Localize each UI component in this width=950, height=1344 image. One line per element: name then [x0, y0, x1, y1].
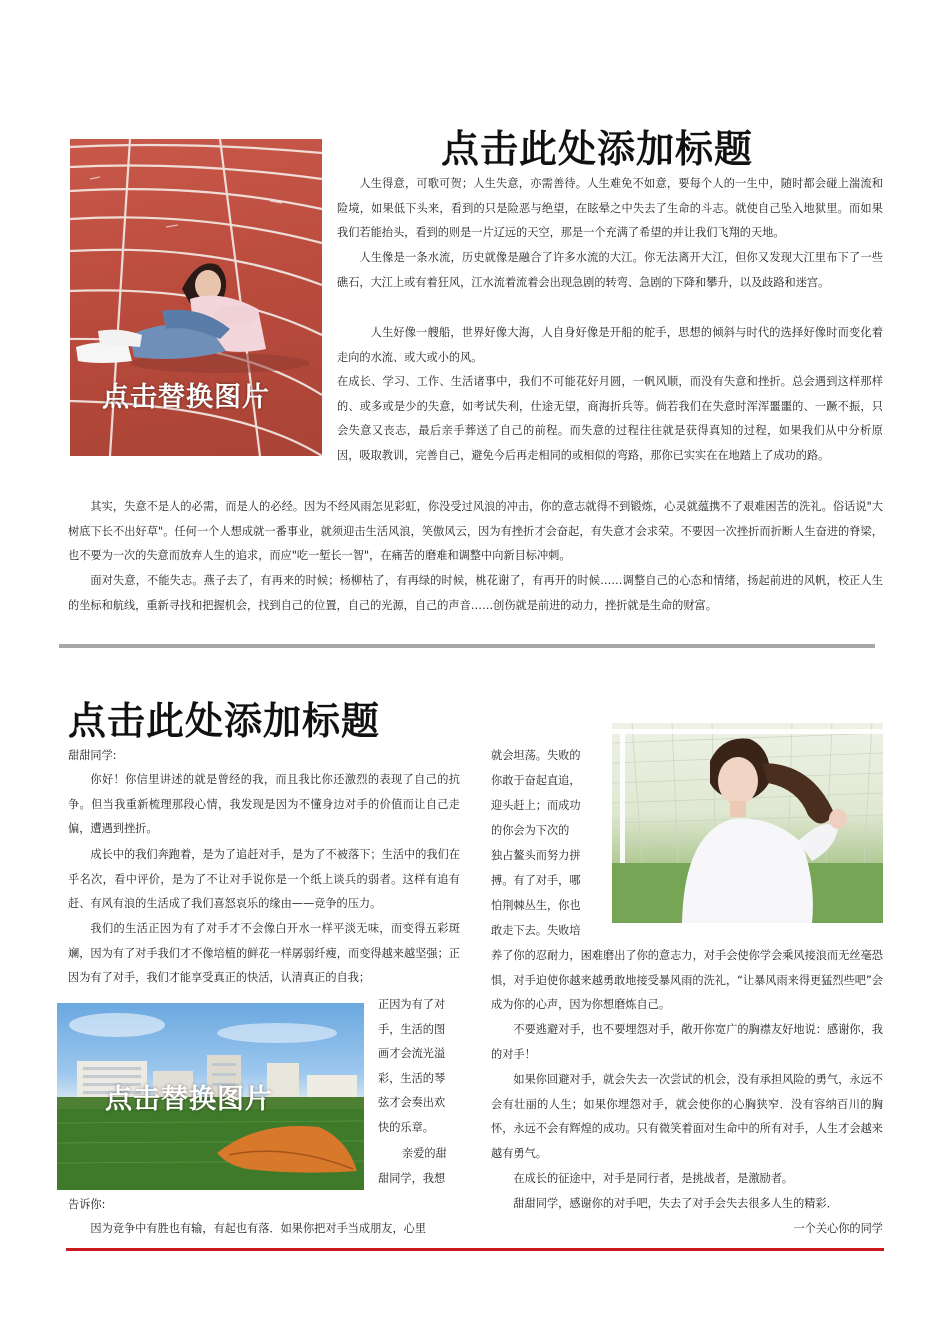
section2-right-paragraph-3: 如果你回避对手，就会失去一次尝试的机会，没有承担风险的勇气，永远不会有壮丽的人生；如果你埋怨对手，就会使你的心胸狭窄．没有容纳百川的胸怀，永远不会有辉煌的成功。只有微笑着面对生命中的所有对手，人生才会越来越有勇气。 [491, 1073, 883, 1160]
mid-line-3: 迎头赶上；而成功 [491, 799, 581, 812]
wrap-line-2: 手，生活的图 [378, 1023, 446, 1036]
mid-line-4: 的你会为下次的 [491, 824, 570, 837]
replace-image-label-1[interactable]: 点击替换图片 [102, 382, 270, 413]
section2-left-paragraph-3: 我们的生活正因为有了对手才不会像白开水一样平淡无味，而变得五彩斑斓，因为有了对手我们才不像培植的鲜花一样孱弱纤瘦，而变得越来越坚强；正因为有了对手，我们才能享受真正的快活，认清真正的自我； [68, 922, 460, 985]
dear-line-1: 亲爱的甜 [402, 1147, 447, 1160]
section2-right-paragraph-4: 在成长的征途中，对手是同行者，是挑战者，是激励者。 [513, 1172, 794, 1185]
mid-line-2: 你敢于奋起直追， [491, 774, 581, 787]
section1-paragraph-4: 在成长、学习、工作、生活诸事中，我们不可能花好月圆，一帆风顺，而没有失意和挫折。总会遇到这样那样的、或多或是少的失意，如考试失利，仕途无望，商海折兵等。倘若我们在失意时浑浑噩噩的、一蹶不振，只会失意又丧志，最后亲手葬送了自己的前程。而失意的过程往往就是获得真知的过程，如果我们从中分析原因，吸取教训，完善自己，避免今后再走相同的或相似的弯路，那你已实实在在地踏上了成功的路。 [337, 375, 883, 462]
wrap-line-1: 正因为有了对 [378, 998, 446, 1011]
wrap-line-5: 弦才会奏出欢 [378, 1096, 446, 1109]
section2-left-paragraph-1: 你好！你信里讲述的就是曾经的我，而且我比你还激烈的表现了自己的抗争。但当我重新梳理那段心情，我发现是因为不懂身边对手的价值而让自己走偏，遭遇到挫折。 [68, 773, 460, 836]
mid-line-6: 搏。有了对手，哪 [491, 874, 581, 887]
section-divider [59, 644, 875, 648]
mid-line-7: 怕荆棘丛生，你也 [491, 899, 581, 912]
letter-signature: 一个关心你的同学 [793, 1222, 883, 1235]
letter-greeting: 甜甜同学: [68, 749, 117, 762]
footer-divider [66, 1248, 884, 1251]
replace-image-label-2[interactable]: 点击替换图片 [105, 1084, 273, 1115]
mid-line-1: 就会坦荡。失败的 [491, 749, 581, 762]
girl-photo[interactable] [612, 723, 883, 923]
section2-right-paragraph-1: 养了你的忍耐力，困难磨出了你的意志力，对手会使你学会乘风接浪而无丝毫恐惧，对手迫使你越来越勇敢地接受暴风雨的洗礼，“让暴风雨来得更猛烈些吧”会成为你的心声，因为你想磨炼自己。 [491, 949, 883, 1012]
section2-left-paragraph-2: 成长中的我们奔跑着，是为了追赶对手，是为了不被落下；生活中的我们在乎名次，看中评价，是为了不让对手说你是一个纸上谈兵的弱者。这样有追有赶、有风有浪的生活成了我们喜怒哀乐的缘由——竞争的压力。 [68, 848, 460, 911]
section1-paragraph-1: 人生得意，可歌可贺；人生失意，亦需善待。人生难免不如意，要每个人的一生中，随时都会碰上湍流和险境，如果低下头来，看到的只是险恶与绝望，在眩晕之中失去了生命的斗志。就使自己坠入地狱里。而如果我们若能抬头，看到的则是一片辽远的天空，那是一个充满了希望的并让我们飞翔的天地。 [337, 177, 883, 240]
sitting-girl [76, 263, 310, 373]
section2-last-left-line: 因为竞争中有胜也有输，有起也有落．如果你把对手当成朋友，心里 [90, 1222, 427, 1235]
section2-title[interactable]: 点击此处添加标题 [68, 699, 381, 743]
section1-paragraph-5: 其实，失意不是人的必需，而是人的必经。因为不经风雨怎见彩虹，你没受过风浪的冲击，你的意志就得不到锻炼，心灵就蕴携不了艰难困苦的洗礼。俗话说"大树底下长不出好草"。任何一个人想成就一番事业，就须迎击生活风浪，笑傲风云，因为有挫折才会奋起，有失意才会求荣。不要因一次挫折而折断人生奋进的脊梁，也不要为一次的失意而放弃人生的追求，而应"吃一堑长一智"，在痛苦的磨难和调整中向新目标冲刺。 [68, 500, 883, 563]
mid-line-5: 独占鳌头而努力拼 [491, 849, 581, 862]
section1-paragraph-3: 人生好像一艘船，世界好像大海，人自身好像是开船的舵手，思想的倾斜与时代的选择好像时而变化着走向的水流、或大或小的风。 [337, 326, 883, 364]
wrap-line-3: 画才会流光溢 [378, 1047, 446, 1060]
wrap-line-4: 彩，生活的琴 [378, 1072, 446, 1085]
section1-title[interactable]: 点击此处添加标题 [441, 127, 754, 171]
section1-paragraph-6: 面对失意，不能失志。燕子去了，有再来的时候；杨柳枯了，有再绿的时候，桃花谢了，有再开的时候……调整自己的心态和情绪，扬起前进的风帆，校正人生的坐标和航线，重新寻找和把握机会，找到自己的位置，自己的光源，自己的声音……创伤就是前进的动力，挫折就是生命的财富。 [68, 574, 883, 612]
section1-paragraph-2: 人生像是一条水流，历史就像是融合了许多水流的大江。你无法离开大江，但你又发现大江里布下了一些礁石，大江上或有着狂风，江水流着流着会出现急剧的转弯、急剧的下降和攀升，以及歧路和迷宫。 [337, 251, 883, 289]
football-field-illustration [612, 723, 883, 923]
mid-line-8: 敢走下去。失败培 [491, 924, 581, 937]
wrap-line-6: 快的乐章。 [378, 1121, 434, 1134]
dear-line-2: 甜同学，我想 [378, 1172, 446, 1185]
section2-right-paragraph-2: 不要逃避对手，也不要埋怨对手，敞开你宽广的胸襟友好地说：感谢你，我的对手！ [491, 1023, 883, 1061]
lawn-photo[interactable] [57, 1003, 364, 1190]
tell-you-line: 告诉你: [68, 1198, 106, 1211]
section2-right-paragraph-5: 甜甜同学，感谢你的对手吧，失去了对手会失去很多人生的精彩． [513, 1197, 838, 1210]
